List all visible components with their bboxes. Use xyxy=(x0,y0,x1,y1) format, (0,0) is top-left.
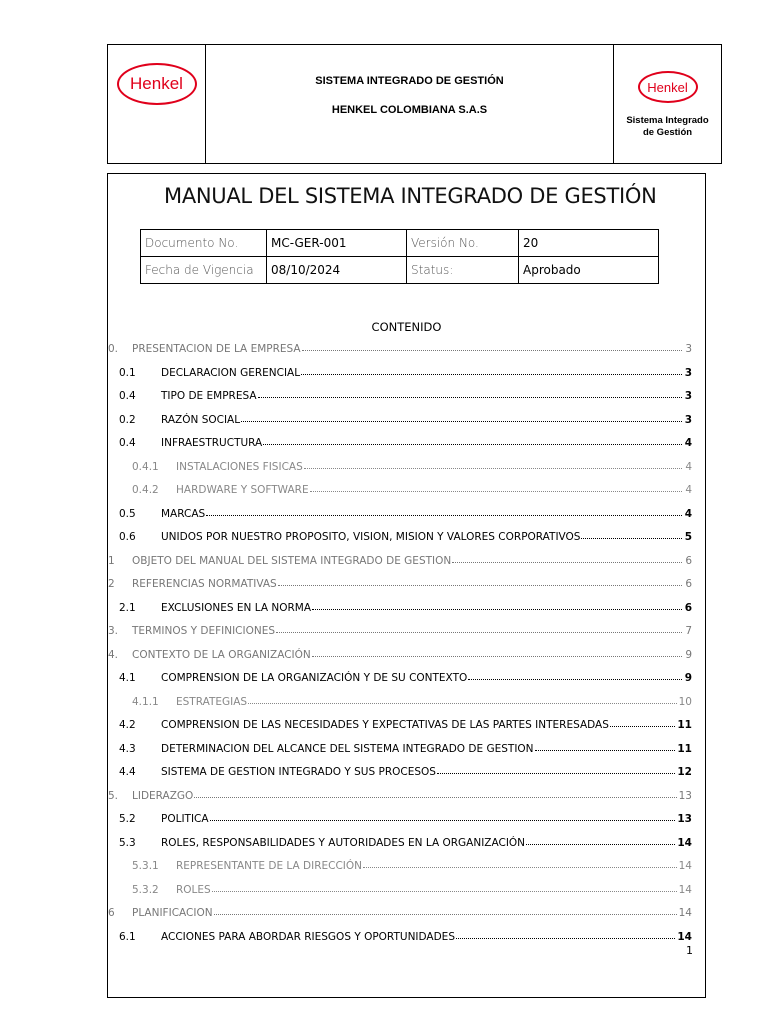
toc-entry-page: 4 xyxy=(684,437,692,449)
toc-leader-dots xyxy=(526,843,675,845)
doc-number-value: MC-GER-001 xyxy=(267,230,407,257)
version-value: 20 xyxy=(519,230,659,257)
toc-entry-page: 14 xyxy=(677,836,692,849)
toc-entry-number: 0.4 xyxy=(119,390,136,402)
toc-entry-title: COMPRENSION DE LA ORGANIZACIÓN Y DE SU CONTEXTO xyxy=(161,672,468,684)
toc-entry-title: INFRAESTRUCTURA xyxy=(161,437,263,449)
toc-entry-title: TIPO DE EMPRESA xyxy=(161,390,257,402)
toc-leader-dots xyxy=(258,396,683,398)
toc-entry-number: 5. xyxy=(108,789,119,802)
toc-entry-number: 4.1.1 xyxy=(132,695,159,708)
toc-entry-title: TERMINOS Y DEFINICIONES xyxy=(132,625,276,637)
document-title: MANUAL DEL SISTEMA INTEGRADO DE GESTIÓN xyxy=(164,184,657,208)
toc-entry[interactable] xyxy=(108,619,692,637)
toc-entry-title: DECLARACION GERENCIAL xyxy=(161,366,301,379)
toc-entry-page: 3 xyxy=(684,366,692,379)
toc-entry-page: 10 xyxy=(678,695,692,708)
toc-leader-dots xyxy=(210,819,676,821)
toc-entry-page: 13 xyxy=(677,813,692,825)
toc-entry-number: 5.3 xyxy=(119,836,136,849)
toc-entry[interactable] xyxy=(108,901,692,919)
toc-entry-title: ROLES xyxy=(176,883,211,896)
status-value: Aprobado xyxy=(519,257,659,284)
toc-entry-title: HARDWARE Y SOFTWARE xyxy=(176,484,309,496)
toc-entry-title: ESTRATEGIAS xyxy=(176,695,248,708)
toc-leader-dots xyxy=(278,584,682,586)
henkel-logo: Henkel xyxy=(117,63,197,105)
toc-entry[interactable] xyxy=(108,643,692,661)
toc-entry[interactable] xyxy=(119,384,692,402)
toc-leader-dots xyxy=(212,890,677,892)
toc-leader-dots xyxy=(194,796,676,798)
header-company-name: HENKEL COLOMBIANA S.A.S xyxy=(331,104,488,116)
document-body xyxy=(107,173,706,998)
toc-leader-dots xyxy=(610,725,675,727)
toc-entry[interactable] xyxy=(132,854,692,872)
page-number: 1 xyxy=(686,944,693,957)
toc-entry-page: 12 xyxy=(677,766,692,778)
toc-entry-number: 0.4.2 xyxy=(132,484,159,496)
toc-entry-page: 11 xyxy=(677,719,692,731)
toc-entry-title: REFERENCIAS NORMATIVAS xyxy=(132,578,277,590)
toc-entry[interactable] xyxy=(108,572,692,590)
toc-entry-number: 4.1 xyxy=(119,672,136,684)
toc-entry-title: RAZÓN SOCIAL xyxy=(161,413,241,426)
toc-entry-number: 5.2 xyxy=(119,813,136,825)
toc-leader-dots xyxy=(312,655,682,657)
header-right-caption xyxy=(614,115,721,139)
toc-leader-dots xyxy=(312,608,682,610)
toc-entry-number: 1 xyxy=(108,554,115,567)
toc-entry-page: 14 xyxy=(678,883,692,896)
toc-entry[interactable] xyxy=(132,878,692,896)
document-meta-table xyxy=(140,229,659,284)
toc-leader-dots xyxy=(276,631,682,633)
toc-entry-number: 0.5 xyxy=(119,507,136,520)
toc-entry-number: 4.2 xyxy=(119,719,136,731)
toc-entry[interactable] xyxy=(119,831,692,849)
toc-entry-page: 4 xyxy=(684,507,692,520)
toc-entry-title: EXCLUSIONES EN LA NORMA xyxy=(161,601,312,614)
doc-number-label: Documento No. xyxy=(141,230,267,257)
toc-entry-title: PRESENTACION DE LA EMPRESA xyxy=(132,343,301,355)
toc-leader-dots xyxy=(206,514,682,516)
toc-entry-page: 3 xyxy=(684,390,692,402)
header-system-title: SISTEMA INTEGRADO DE GESTIÓN xyxy=(315,75,504,87)
toc-leader-dots xyxy=(214,913,677,915)
toc-entry[interactable] xyxy=(119,408,692,426)
toc-entry[interactable] xyxy=(119,925,692,943)
toc-leader-dots xyxy=(241,420,682,422)
toc-entry-title: OBJETO DEL MANUAL DEL SISTEMA INTEGRADO DE GESTION xyxy=(132,554,452,567)
toc-entry-number: 0.4 xyxy=(119,437,136,449)
toc-entry-page: 14 xyxy=(677,930,692,943)
header-title-cell xyxy=(206,45,614,163)
toc-entry-title: COMPRENSION DE LAS NECESIDADES Y EXPECTATIVAS DE LAS PARTES INTERESADAS xyxy=(161,719,609,731)
toc-entry-page: 14 xyxy=(678,860,692,872)
toc-heading: CONTENIDO xyxy=(371,320,442,334)
toc-entry-number: 4. xyxy=(108,648,119,661)
toc-entry[interactable] xyxy=(119,502,692,520)
toc-entry[interactable] xyxy=(108,337,692,355)
toc-entry-title: MARCAS xyxy=(161,507,206,520)
toc-leader-dots xyxy=(452,561,682,563)
header-right-caption-line1: Sistema Integrado xyxy=(626,115,709,126)
toc-leader-dots xyxy=(456,937,675,939)
toc-leader-dots xyxy=(581,537,682,539)
toc-entry-page: 4 xyxy=(685,484,692,496)
toc-entry[interactable] xyxy=(119,807,692,825)
toc-entry-number: 0.6 xyxy=(119,531,136,543)
toc-leader-dots xyxy=(468,678,682,680)
toc-entry-page: 11 xyxy=(677,742,692,755)
toc-entry-page: 6 xyxy=(685,578,692,590)
toc-entry-title: INSTALACIONES FISICAS xyxy=(176,460,303,473)
toc-entry-page: 5 xyxy=(684,531,692,543)
toc-entry-number: 6.1 xyxy=(119,930,136,943)
toc-entry-page: 3 xyxy=(685,343,692,355)
date-value: 08/10/2024 xyxy=(267,257,407,284)
toc-entry[interactable] xyxy=(119,596,692,614)
toc-entry-number: 5.3.2 xyxy=(132,883,159,896)
toc-entry-page: 14 xyxy=(678,907,692,919)
toc-leader-dots xyxy=(301,373,682,375)
toc-entry[interactable] xyxy=(119,431,692,449)
toc-entry-page: 3 xyxy=(684,413,692,426)
toc-entry[interactable] xyxy=(132,690,692,708)
toc-entry-title: POLITICA xyxy=(161,813,209,825)
toc-entry[interactable] xyxy=(119,361,692,379)
toc-entry-number: 0.2 xyxy=(119,413,136,426)
toc-entry[interactable] xyxy=(132,455,692,473)
toc-entry-page: 7 xyxy=(685,625,692,637)
toc-entry-title: CONTEXTO DE LA ORGANIZACIÓN xyxy=(132,648,311,661)
toc-entry-number: 2 xyxy=(108,578,115,590)
toc-leader-dots xyxy=(304,467,682,469)
document-header xyxy=(107,44,722,164)
toc-entry-number: 5.3.1 xyxy=(132,860,159,872)
toc-entry-title: PLANIFICACION xyxy=(132,907,213,919)
header-right-caption-line2: de Gestión xyxy=(642,127,693,138)
toc-entry[interactable] xyxy=(132,478,692,496)
toc-entry-title: UNIDOS POR NUESTRO PROPOSITO, VISION, MISION Y VALORES CORPORATIVOS xyxy=(161,531,581,543)
toc-leader-dots xyxy=(263,443,682,445)
toc-entry-number: 6 xyxy=(108,907,115,919)
toc-entry[interactable] xyxy=(108,784,692,802)
header-right-cell xyxy=(614,45,721,163)
toc-entry-number: 4.3 xyxy=(119,742,136,755)
toc-entry-title: SISTEMA DE GESTION INTEGRADO Y SUS PROCESOS xyxy=(161,766,436,778)
toc-entry-title: LIDERAZGO xyxy=(132,789,194,802)
toc-entry-title: ACCIONES PARA ABORDAR RIESGOS Y OPORTUNIDADES xyxy=(161,930,455,943)
toc-entry-page: 6 xyxy=(685,554,692,567)
toc-entry-title: REPRESENTANTE DE LA DIRECCIÓN xyxy=(176,860,363,872)
status-label: Status: xyxy=(407,257,519,284)
toc-entry-page: 13 xyxy=(678,789,692,802)
toc-entry[interactable] xyxy=(119,666,692,684)
toc-entry[interactable] xyxy=(119,713,692,731)
toc-entry-title: DETERMINACION DEL ALCANCE DEL SISTEMA INTEGRADO DE GESTION xyxy=(161,742,534,755)
toc-entry-number: 0.1 xyxy=(119,366,136,379)
toc-leader-dots xyxy=(363,866,677,868)
toc-leader-dots xyxy=(248,702,677,704)
toc-entry-page: 9 xyxy=(684,672,692,684)
toc-leader-dots xyxy=(535,749,676,751)
toc-leader-dots xyxy=(437,772,675,774)
henkel-logo-small: Henkel xyxy=(638,71,698,103)
toc-entry-number: 0.4.1 xyxy=(132,460,159,473)
toc-entry[interactable] xyxy=(119,760,692,778)
toc-entry-number: 4.4 xyxy=(119,766,136,778)
toc-entry-number: 3. xyxy=(108,625,119,637)
header-logo-cell xyxy=(108,45,206,163)
toc-entry-number: 2.1 xyxy=(119,601,136,614)
toc-leader-dots xyxy=(302,349,682,351)
toc-entry-title: ROLES, RESPONSABILIDADES Y AUTORIDADES EN LA ORGANIZACIÓN xyxy=(161,836,526,849)
toc-entry[interactable] xyxy=(119,525,692,543)
version-label: Versión No. xyxy=(407,230,519,257)
toc-entry-page: 4 xyxy=(685,460,692,473)
date-label: Fecha de Vigencia xyxy=(141,257,267,284)
toc-entry[interactable] xyxy=(119,737,692,755)
toc-entry-page: 9 xyxy=(685,648,692,661)
toc-entry-page: 6 xyxy=(684,601,692,614)
toc-entry-number: 0. xyxy=(108,343,119,355)
toc-entry[interactable] xyxy=(108,549,692,567)
toc-leader-dots xyxy=(310,490,682,492)
